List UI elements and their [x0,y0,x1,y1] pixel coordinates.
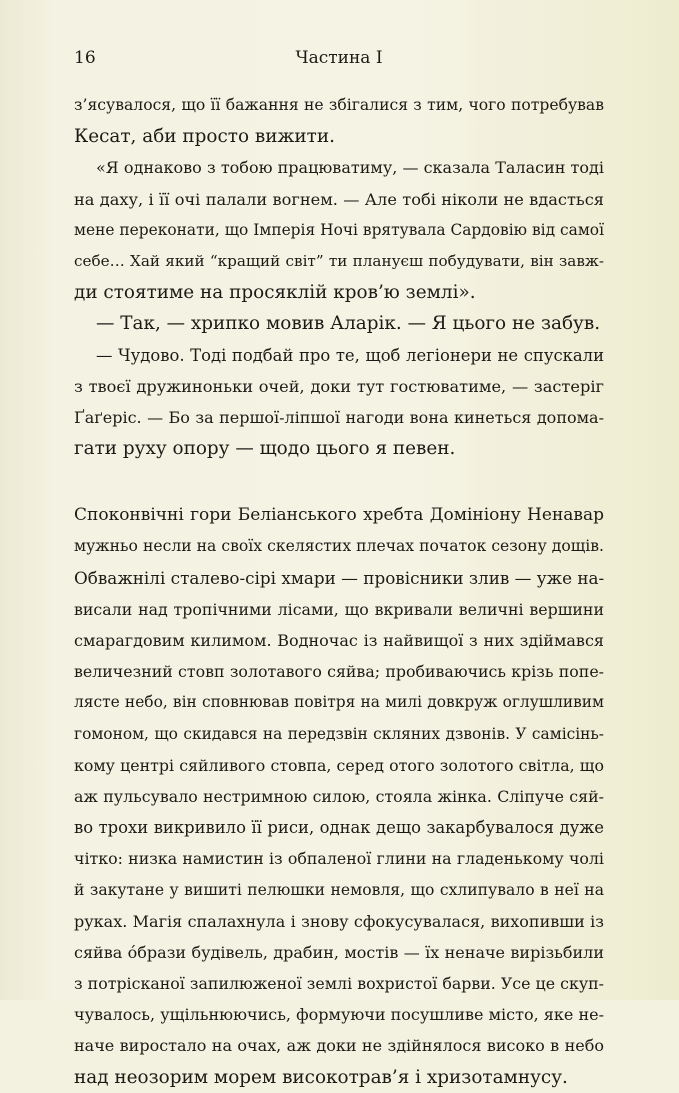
text-line: наче виростало на очах, аж доки не здійнялося високо в небо [74,1036,604,1056]
text-line: Споконвічні гори Беліанського хребта Домініону Ненавар [74,505,604,526]
text-line: гомоном, що скидався на передзвін скляних дзвонів. У самісінь- [74,724,604,743]
text-line: з потрісканої запилюженої землі вохристої барви. Усе це скуп- [74,974,604,994]
text-line: во трохи викривило її риси, однак дещо закарбувалося дуже [74,818,604,838]
text-line: кому центрі сяйливого стовпа, серед отого золотого світла, що [74,755,604,775]
text-line: Обважнілі сталево-сірі хмари — провісники злив — уже на- [74,567,604,588]
text-line: — Чудово. Тоді подбай про те, щоб легіонери не спускали [96,345,604,365]
text-line: гати руху опору — щодо цього я певен. [74,438,456,460]
paragraph [74,308,604,339]
page-number: 16 [74,48,96,68]
text-line: себе… Хай який “кращий світ” ти плануєш побудувати, він завж- [74,251,604,270]
text-line: аж пульсувало нестримною силою, стояла жінка. Сліпуче сяй- [74,786,604,806]
text-line: — Так, — хрипко мовив Аларік. — Я цього не забув. [96,313,601,335]
text-line: чітко: низка намистин із обпаленої глини на гладенькому чолі [74,849,604,869]
text-line: над неозорим морем високотрав’я і хризотамнусу. [74,1066,568,1088]
text-line: мужньо несли на своїх скелястих плечах початок сезону дощів. [74,537,604,556]
text-line: з’ясувалося, що її бажання не збігалися з тим, чого потребував [74,96,604,114]
text-line: з твоєї дружиноньки очей, доки тут гостюватиме, — застеріг [74,376,604,396]
text-line: висали над тропічними лісами, що вкривали величні вершини [74,599,604,619]
running-head: Частина I [295,48,383,68]
text-line: ди стоятиме на просяклій кров’ю землі». [74,282,476,304]
text-line: мене переконати, що Імперія Ночі врятувала Сардовію від самої [74,220,604,239]
paragraph [74,90,604,152]
paragraph [74,340,604,465]
page-header [74,44,604,72]
paragraph [74,152,604,308]
text-line: величезний стовп золотавого сяйва; пробиваючись крізь попе- [74,662,604,682]
text-line: Кесат, аби просто вижити. [74,126,335,148]
text-line: й закутане у вишиті пелюшки немовля, що схлипувало в неї на [74,880,604,899]
text-line: смарагдовим килимом. Водночас із найвищої з них здіймався [74,631,604,650]
text-line: Ґаґеріс. — Бо за першої-ліпшої нагоди вона кинеться допома- [74,407,604,427]
section-break [74,464,604,500]
text-line: руках. Магія спалахнула і знову сфокусувалася, вихопивши із [74,911,604,931]
text-line: лясте небо, він сповнював повітря на милі довкруж оглушливим [74,693,604,712]
page-body [74,90,604,1093]
text-line: «Я однаково з тобою працюватиму, — сказала Таласин тоді [96,158,604,178]
paragraph [74,500,604,1093]
text-line: чувалось, ущільнюючись, формуючи посушливе місто, яке не- [74,1005,604,1025]
text-line: на даху, і її очі палали вогнем. — Але тобі ніколи не вдасться [74,189,604,209]
text-line: сяйва óбрази будівель, драбин, мостів — їх неначе вирізьбили [74,942,604,962]
